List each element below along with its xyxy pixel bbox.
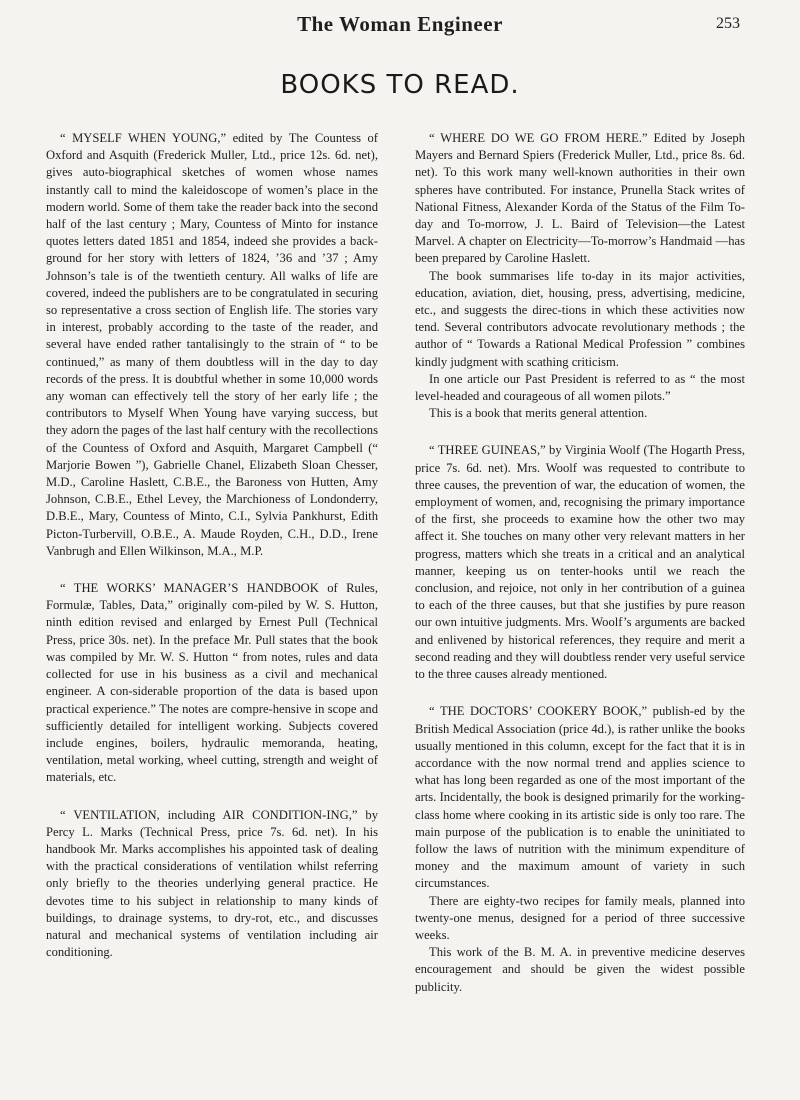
review-paragraph: “ MYSELF WHEN YOUNG,” edited by The Countess of Oxford and Asquith (Frederick Muller, Ltd., price 12s. 6d. net), gives auto-biographical sketches of women whose names instantly call to mind the kaleidoscope of women’s place in the modern world. Some of them take the reader back into the second half of the last century ; Mary, Countess of Minto for instance quotes letters dated 1851 and 1854, indeed she provides a back-ground for her story with letters of 1824, ’36 and ’37 ; Amy Johnson’s tale is of the twentieth century. All walks of life are covered, indeed the publishers are to be congratulated in securing so representative a cross section of English life. The stories vary in interest, probably according to the taste of the reader, and several have ended rather tantalisingly to the strain of “ to be continued,” as many of them doubtless will in the day to day records of the press. It is doubtful whether in some 10,000 words any woman can effectively tell the story of her early life ; the contributors to Myself When Young have varying success, but they adorn the pages of the last half century with the recollections of the Countess of Oxford and Asquith, Margaret Campbell (“ Marjorie Bowen ”), Gabrielle Chanel, Elizabeth Sloan Chesser, M.D., Caroline Haslett, C.B.E., the Baroness von Hutten, Amy Johnson, C.B.E., Ethel Levey, the Marchioness of Londonderry, D.B.E., Mary, Countess of Minto, C.I., Sylvia Pankhurst, Edith Picton-Turbervill, O.B.E., A. Maude Royden, C.H., D.D., Irene Vanbrugh and Ellen Wilkinson, M.A., M.P.	[46, 131, 378, 558]
review-ventilation	[46, 807, 378, 962]
review-doctors-cookery-book	[415, 703, 745, 995]
journal-title: The Woman Engineer	[297, 12, 503, 36]
review-paragraph: This work of the B. M. A. in preventive medicine deserves encouragement and should be given the widest possible publicity.	[415, 945, 745, 994]
review-paragraph: There are eighty-two recipes for family meals, planned into twenty-one menus, designed for a period of three successive weeks.	[415, 893, 745, 942]
review-paragraph: The book summarises life to-day in its major activities, education, aviation, diet, housing, press, advertising, medicine, etc., and suggests the direc-tions in which these activities now tend. Several contributors advocate revolutionary methods ; the author of “ Towards a Rational Medical Profession ” combines kindly judgment with scathing criticism.	[415, 268, 745, 369]
review-myself-when-young	[46, 130, 378, 560]
review-paragraph: This is a book that merits general attention.	[429, 406, 648, 421]
review-where-do-we-go-from-here	[415, 130, 745, 422]
review-paragraph: “ THE DOCTORS’ COOKERY BOOK,” publish-ed by the British Medical Association (price 4d.), is rather unlike the books usually mentioned in this column, except for the fact that it is in accordance with the now normal trend and applies science to what has long been regarded as one of the most important of the arts. Incidentally, the book is designed primarily for the working-class home where cooking in its artistic side is only too rare. The main purpose of the publication is to enable the uninitiated to follow the laws of nutrition with the minimum expenditure of money and the maximum amount of variety in such circumstances.	[415, 704, 745, 891]
review-paragraph: “ WHERE DO WE GO FROM HERE.” Edited by Joseph Mayers and Bernard Spiers (Frederick Muller, Ltd., price 8s. 6d. net). To this work many well-known authorities in their own spheres have contributed. For instance, Prunella Stack writes of National Fitness, Alexander Korda of the Status of the Film To-day and To-morrow, J. L. Baird of Television—the Latest Marvel. A chapter on Electricity—To-morrow’s Handmaid —has been prepared by Caroline Haslett.	[415, 131, 745, 266]
review-paragraph: “ THREE GUINEAS,” by Virginia Woolf (The Hogarth Press, price 7s. 6d. net). Mrs. Woolf was requested to contribute to three causes, the prevention of war, the education of women, the employment of women, and, recognising the primary importance of the first, she proceeds to examine how the other two may affect it. She touches on many other very relevant matters in her progress, matters which she treats in a critical and an analytical manner, keeping us on tenter-hooks until we reach the conclusion, and rejoice, not only in her contribution of a guinea to each of the three causes, but that she justifies by pure reason our own intuitive judgments. Mrs. Woolf’s arguments are backed and enlivened by historical references, they require and merit a second reading and they will doubtless render very useful service to the three causes already mentioned.	[415, 443, 745, 682]
review-paragraph: In one article our Past President is referred to as “ the most level-headed and courageous of all women pilots.”	[415, 371, 745, 404]
review-three-guineas	[415, 442, 745, 683]
review-paragraph: “ VENTILATION, including AIR CONDITION-ING,” by Percy L. Marks (Technical Press, price 7s. 6d. net). In his handbook Mr. Marks accomplishes his appointed task of dealing with the practical considerations of ventilation whilst referring only briefly to the theories underlying general practice. He devotes time to his subject in relationship to many kinds of buildings, to drainage systems, to dry-rot, etc., and discusses natural and mechanical systems of ventilation including air conditioning.	[46, 807, 378, 960]
page-title: BOOKS TO READ.	[280, 70, 520, 100]
review-works-managers-handbook	[46, 580, 378, 786]
left-column	[46, 130, 378, 981]
right-column	[415, 130, 745, 1016]
page-number: 253	[716, 15, 740, 32]
review-paragraph: “ THE WORKS’ MANAGER’S HANDBOOK of Rules, Formulæ, Tables, Data,” originally com-piled by W. S. Hutton, ninth edition revised and enlarged by Ernest Pull (Technical Press, price 30s. net). In the preface Mr. Pull states that the book was compiled by Mr. W. S. Hutton “ from notes, rules and data collected for use in his business as a civil and mechanical engineer. A con-siderable proportion of the data is based upon practical experience.” The notes are compre-hensive in scope and sufficiently detailed for intelligent working. Subjects covered include engines, boilers, hydraulic memoranda, heating, ventilation, metal working, wheel cutting, strength and weight of materials, etc.	[46, 581, 378, 785]
running-head	[0, 12, 800, 42]
